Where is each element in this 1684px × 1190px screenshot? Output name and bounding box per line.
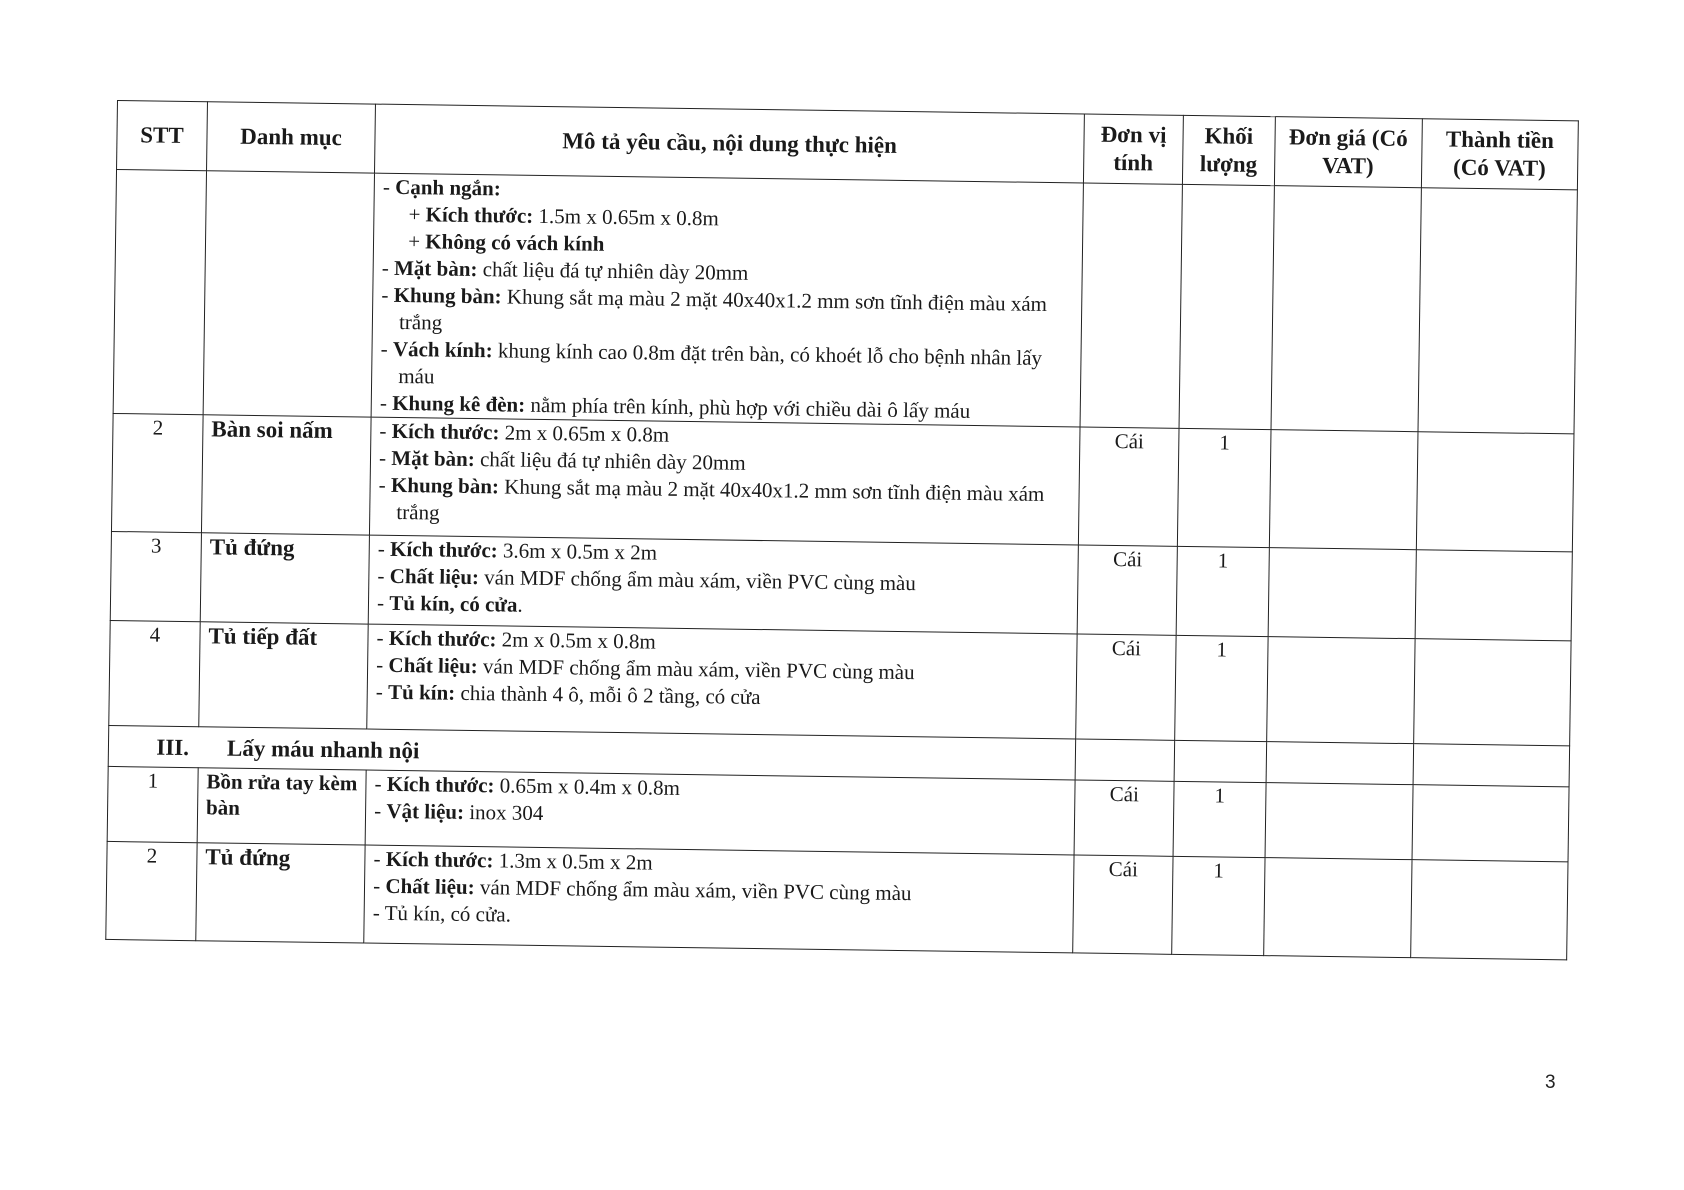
cell-quantity: 1 — [1177, 428, 1271, 547]
cell-unit: Cái — [1079, 427, 1179, 546]
cell-quantity: 1 — [1171, 856, 1264, 955]
cell-total — [1413, 744, 1570, 787]
cell-unit-price — [1269, 430, 1417, 550]
cell-quantity — [1179, 184, 1275, 429]
cell-unit — [1075, 739, 1174, 781]
cell-total — [1415, 550, 1573, 641]
cell-stt: 1 — [107, 766, 198, 842]
desc-line: + Không có vách kính — [408, 229, 605, 256]
cell-unit — [1080, 183, 1182, 428]
cell-total — [1412, 785, 1569, 862]
cell-unit: Cái — [1073, 855, 1173, 954]
cell-unit-price — [1266, 637, 1414, 744]
header-description: Mô tả yêu cầu, nội dung thực hiện — [375, 104, 1085, 183]
section-title: Lấy máu nhanh nội — [226, 735, 420, 763]
cell-name: Tủ đứng — [200, 533, 369, 624]
cell-quantity: 1 — [1176, 546, 1269, 636]
table-row — [109, 620, 1571, 745]
desc-line: - Kích thước: 2m x 0.65m x 0.8m — [379, 418, 670, 447]
desc-line: - Khung bàn: Khung sắt mạ màu 2 mặt 40x40x1.2 mm sơn tĩnh điện màu xám trắng — [378, 472, 1045, 525]
desc-line: - Vách kính: khung kính cao 0.8m đặt trên bàn, có khoét lỗ cho bệnh nhân lấy máu — [380, 336, 1043, 389]
desc-line: + Kích thước: 1.5m x 0.65m x 0.8m — [408, 202, 719, 231]
cell-unit: Cái — [1077, 545, 1177, 635]
desc-line: - Khung kê đèn: nằm phía trên kính, phù hợp với chiều dài ô lấy máu — [379, 390, 971, 423]
header-total: Thành tiền (Có VAT) — [1421, 119, 1578, 190]
header-unit-price: Đơn giá (Có VAT) — [1274, 117, 1422, 188]
cell-total — [1416, 432, 1574, 552]
cell-name: Tủ đứng — [196, 843, 366, 943]
desc-line: - Kích thước: 0.65m x 0.4m x 0.8m — [374, 771, 681, 800]
cell-description — [368, 535, 1078, 634]
cell-stt — [113, 170, 206, 415]
cell-unit-price — [1271, 186, 1421, 432]
cell-description — [365, 770, 1075, 855]
cell-stt: 4 — [109, 620, 200, 726]
cell-quantity: 1 — [1174, 635, 1268, 741]
cell-quantity — [1174, 740, 1267, 782]
table-row — [111, 413, 1574, 551]
table-row-continuation — [113, 170, 1577, 434]
cell-total — [1418, 188, 1578, 434]
desc-line: - Tủ kín: chia thành 4 ô, mỗi ô 2 tầng, có cửa — [375, 679, 761, 710]
header-unit: Đơn vị tính — [1084, 114, 1183, 184]
header-quantity: Khối lượng — [1182, 115, 1275, 185]
cell-name: Bàn soi nấm — [201, 415, 371, 535]
desc-line: - Chất liệu: ván MDF chống ẩm màu xám, viền PVC cùng màu — [377, 563, 916, 596]
header-category: Danh mục — [206, 102, 375, 173]
header-stt: STT — [117, 101, 208, 171]
cell-name: Tủ tiếp đất — [199, 622, 369, 729]
spec-table — [105, 100, 1579, 960]
cell-unit: Cái — [1074, 780, 1174, 856]
desc-line: - Kích thước: 1.3m x 0.5m x 2m — [373, 846, 653, 875]
section-number: III. — [156, 734, 190, 760]
cell-stt: 2 — [106, 841, 197, 940]
desc-line: - Tủ kín, có cửa. — [376, 590, 523, 617]
desc-line: - Mặt bàn: chất liệu đá tự nhiên dày 20mm — [381, 255, 749, 285]
desc-line: - Mặt bàn: chất liệu đá tự nhiên dày 20mm — [378, 445, 746, 475]
cell-description — [370, 417, 1081, 545]
cell-stt: 2 — [111, 413, 203, 532]
cell-unit: Cái — [1076, 634, 1176, 740]
table-row — [106, 841, 1568, 959]
cell-unit-price — [1263, 858, 1411, 958]
desc-line: - Kích thước: 3.6m x 0.5m x 2m — [377, 536, 658, 565]
desc-line: - Chất liệu: ván MDF chống ẩm màu xám, viền PVC cùng màu — [373, 873, 912, 906]
cell-quantity: 1 — [1173, 781, 1266, 857]
cell-description — [364, 845, 1074, 953]
cell-name — [203, 171, 375, 417]
cell-unit-price — [1265, 783, 1413, 860]
cell-total — [1413, 639, 1571, 746]
desc-line: - Cạnh ngắn: — [382, 174, 501, 201]
desc-line: - Vật liệu: inox 304 — [374, 798, 544, 826]
desc-line: - Khung bàn: Khung sắt mạ màu 2 mặt 40x40x1.2 mm sơn tĩnh điện màu xám trắng — [381, 282, 1048, 335]
desc-line: - Tủ kín, có cửa. — [372, 900, 512, 927]
desc-line: - Chất liệu: ván MDF chống ẩm màu xám, viền PVC cùng màu — [376, 652, 915, 685]
cell-unit-price — [1268, 548, 1416, 639]
cell-description — [371, 173, 1083, 427]
cell-total — [1410, 860, 1568, 960]
cell-description — [367, 624, 1077, 739]
cell-stt: 3 — [110, 531, 201, 621]
cell-name: Bồn rửa tay kèm bàn — [197, 768, 366, 845]
cell-unit-price — [1266, 742, 1413, 785]
page-number: 3 — [1545, 1072, 1556, 1093]
desc-line: - Kích thước: 2m x 0.5m x 0.8m — [376, 625, 656, 654]
